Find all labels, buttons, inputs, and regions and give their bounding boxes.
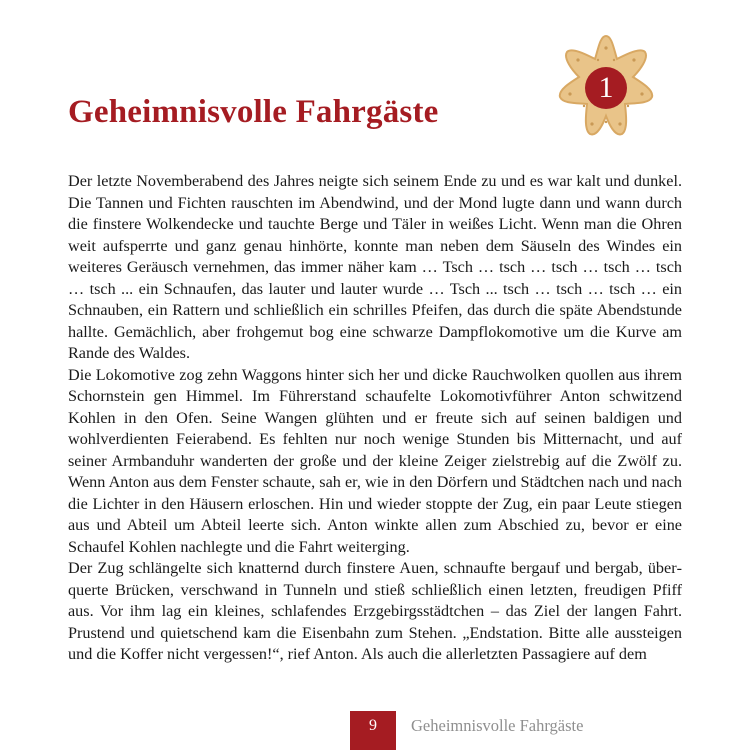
page-number: 9 bbox=[350, 711, 396, 750]
paragraph: Die Lokomotive zog zehn Waggons hinter sich her und dicke Rauchwolken quollen aus ihrem Schornstein gen Himmel. Im Führerstand schaufelte Lokomotivführer Anton schwitzend Kohlen in den Ofen. Seine Wangen glühten und er freute sich auf seinen baldigen und wohlverdienten Feierabend. Es fehlten nur noch wenige Stunden bis Mitternacht, und auf seiner Armbanduhr wanderten der große und der kleine Zeiger zielstrebig auf die Zwölf zu. Wenn Anton aus dem Fenster schaute, sah er, wie in den Dörfern und Städtchen nach und nach die Lichter in den Häusern erloschen. Hin und wieder stoppte der Zug, ein paar Leute stiegen aus und Abteil um Abteil leerte sich. Anton winkte allen zum Abschied zu, bevor er eine Schaufel Kohlen nachlegte und die Fahrt weiterging. bbox=[68, 365, 682, 556]
chapter-title: Geheimnisvolle Fahrgäste bbox=[68, 94, 439, 131]
chapter-number: 1 bbox=[598, 71, 614, 104]
paragraph: Der Zug schlängelte sich knatternd durch finstere Auen, schnaufte bergauf und bergab, überquerte Brücken, verschwand in Tunneln und stieß schließlich einen letzten, freudigen Pfiff aus. Vor ihm lag ein kleines, schlafendes Erzgebirgsstädtchen – das Ziel der langen Fahrt. Prustend und quietschend kam die Eisenbahn zum Stehen. „Endstation. Bitte alle aussteigen und die Koffer nicht vergessen!“, rief Anton. Als auch die allerletzten Passagiere auf dem bbox=[68, 559, 682, 663]
running-title: Geheimnisvolle Fahrgäste bbox=[411, 716, 584, 735]
chapter-star-badge bbox=[548, 30, 664, 146]
story-body bbox=[68, 171, 682, 666]
paragraph: Der letzte Novemberabend des Jahres neigte sich seinem Ende zu und es war kalt und dunkel. Die Tannen und Fichten rauschten im Abendwind, und der Mond lugte dann und wann durch die finstere Wolkendecke und tauchte Berge und Täler in weißes Licht. Wenn man die Ohren weit aufsperrte und ganz genau hinhörte, konnte man neben dem Säuseln des Windes ein weiteres Geräusch vernehmen, das immer näher kam … Tsch … tsch … tsch … tsch … tsch … tsch ... ein Schnaufen, das lauter und lauter wurde … Tsch ... tsch … tsch … tsch … ein Schnauben, ein Rattern und schließlich ein schrilles Pfeifen, das durch die späte Abendstunde hallte. Gemächlich, aber frohgemut bog eine schwarze Dampflokomotive um die Kurve am Rande des Waldes. bbox=[68, 172, 682, 362]
